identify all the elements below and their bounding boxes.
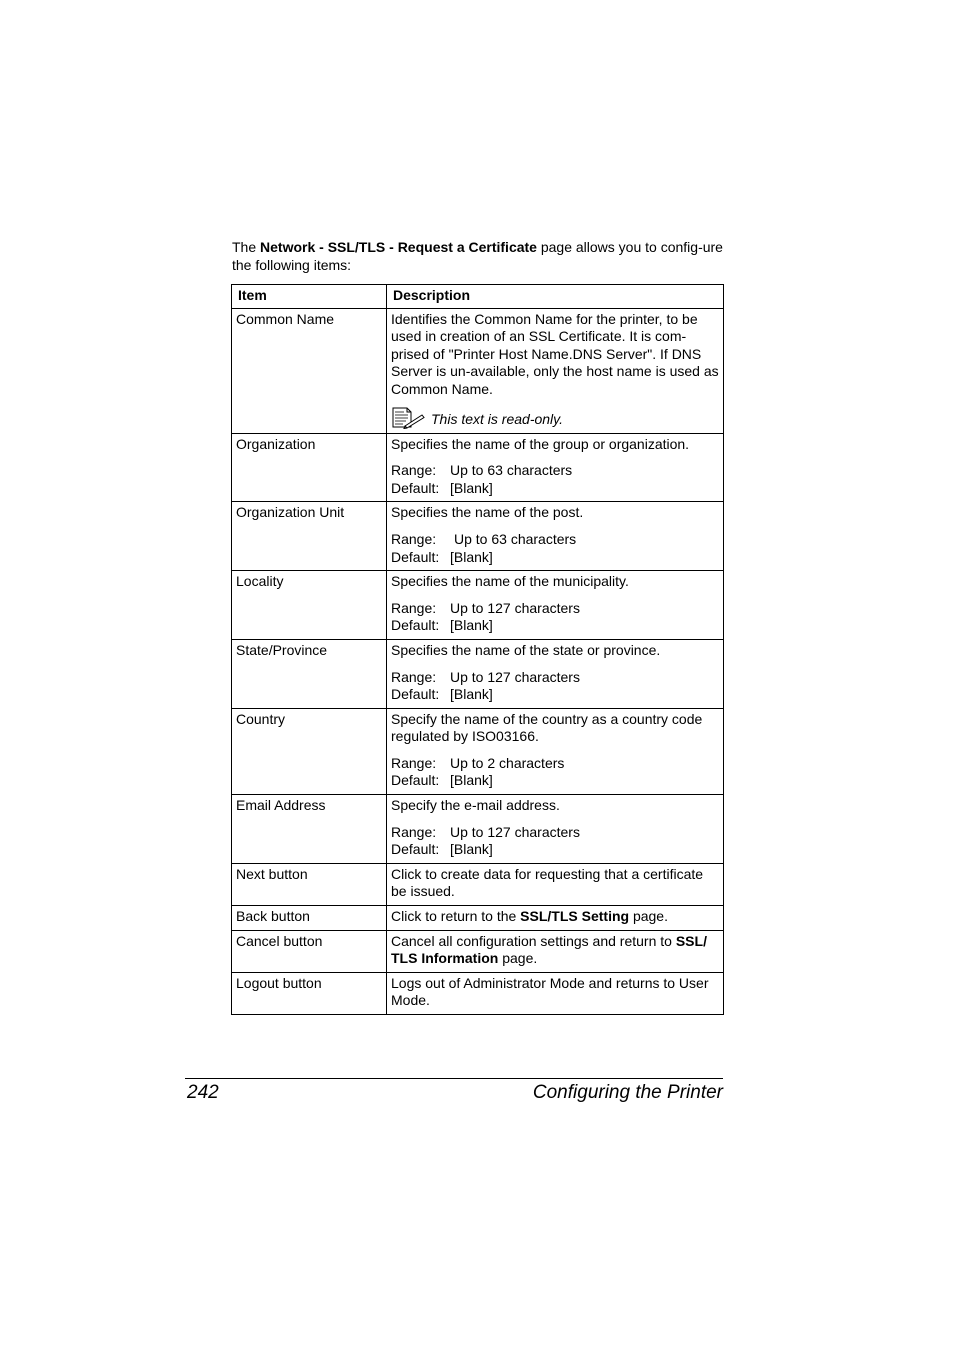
description-text: Specifies the name of the state or province. — [391, 641, 661, 658]
description-text: Specifies the name of the municipality. — [391, 573, 629, 590]
description-text: Specifies the name of the post. — [391, 504, 584, 521]
range-value: Up to 127 characters — [450, 668, 580, 685]
page-number: 242 — [187, 1082, 219, 1103]
default-label: Default: — [391, 841, 440, 858]
note — [391, 407, 719, 429]
description-bold: SSL/TLS Setting — [520, 908, 630, 925]
description-cell — [387, 502, 724, 571]
description-text: Click to return to the — [391, 908, 521, 925]
description-cell — [387, 795, 724, 864]
default-value: [Blank] — [450, 841, 493, 858]
description-text: Specifies the name of the group or organization. — [391, 435, 690, 452]
intro-page-name: Network - SSL/TLS - Request a Certificate — [260, 239, 537, 255]
note-text: This text is read-only. — [431, 410, 564, 427]
intro-paragraph — [232, 238, 724, 274]
default-value: [Blank] — [450, 479, 493, 496]
item-cell: Country — [232, 708, 387, 794]
item-cell: Cancel button — [232, 930, 387, 972]
description-cell — [387, 930, 724, 972]
description-text: page. — [629, 908, 668, 925]
item-cell: State/Province — [232, 639, 387, 708]
item-cell: Organization — [232, 433, 387, 502]
range-label: Range: — [391, 823, 437, 840]
description-text: page. — [498, 950, 538, 967]
description-text: Specify the name of the country as a country code regulated by ISO03166. — [391, 710, 703, 745]
footer-divider — [185, 1078, 723, 1079]
range-default — [391, 531, 719, 566]
item-cell: Back button — [232, 906, 387, 931]
range-value: Up to 127 characters — [450, 823, 580, 840]
description-cell — [387, 708, 724, 794]
table-row — [232, 863, 724, 905]
default-value: [Blank] — [450, 617, 493, 634]
description-cell — [387, 433, 724, 502]
item-cell: Common Name — [232, 308, 387, 433]
table-row — [232, 906, 724, 931]
intro-prefix: The — [232, 239, 261, 255]
table-header-row — [232, 285, 724, 309]
table-row — [232, 708, 724, 794]
range-label: Range: — [391, 599, 437, 616]
header-description: Description — [387, 285, 724, 309]
item-cell: Email Address — [232, 795, 387, 864]
table-row — [232, 930, 724, 972]
table-row — [232, 502, 724, 571]
table-row — [232, 433, 724, 502]
description-text: Cancel all configuration settings and return to — [391, 932, 676, 949]
range-default — [391, 600, 719, 635]
default-value: [Blank] — [450, 686, 493, 703]
range-label: Range: — [391, 530, 437, 547]
range-label: Range: — [391, 462, 437, 479]
header-item: Item — [232, 285, 387, 309]
range-label: Range: — [391, 668, 437, 685]
default-label: Default: — [391, 548, 440, 565]
description-cell — [387, 906, 724, 931]
default-label: Default: — [391, 772, 440, 789]
description-bold: SSL/ TLS Information — [391, 932, 707, 967]
default-label: Default: — [391, 617, 440, 634]
range-value: Up to 2 characters — [450, 754, 565, 771]
item-cell: Next button — [232, 863, 387, 905]
table-row — [232, 972, 724, 1014]
range-value: Up to 127 characters — [450, 599, 580, 616]
default-label: Default: — [391, 479, 440, 496]
settings-table — [231, 284, 724, 1015]
range-label: Range: — [391, 754, 437, 771]
description-cell — [387, 571, 724, 640]
default-value: [Blank] — [450, 548, 493, 565]
range-value: Up to 63 characters — [454, 530, 577, 547]
range-default — [391, 669, 719, 704]
table-row — [232, 571, 724, 640]
default-label: Default: — [391, 686, 440, 703]
table-row — [232, 308, 724, 433]
intro-suffix: page allows you to config-ure the following items: — [232, 239, 723, 273]
table-row — [232, 795, 724, 864]
description-text: Specify the e-mail address. — [391, 797, 560, 814]
item-cell: Logout button — [232, 972, 387, 1014]
description-text: Identifies the Common Name for the printer, to be used in creation of an SSL Certificate. It is com-prised of "Printer Host Name.DNS Server". If DNS Server is un-available, only the host name is used as Common Name. — [391, 310, 719, 397]
table-row — [232, 639, 724, 708]
item-cell: Locality — [232, 571, 387, 640]
range-default — [391, 824, 719, 859]
default-value: [Blank] — [450, 772, 493, 789]
range-default — [391, 462, 719, 497]
description-cell: Logs out of Administrator Mode and returns to User Mode. — [387, 972, 724, 1014]
section-title: Configuring the Printer — [532, 1082, 723, 1103]
note-icon — [391, 407, 425, 429]
description-cell: Click to create data for requesting that a certificate be issued. — [387, 863, 724, 905]
range-default — [391, 755, 719, 790]
item-cell: Organization Unit — [232, 502, 387, 571]
description-cell — [387, 308, 724, 433]
range-value: Up to 63 characters — [450, 462, 573, 479]
description-cell — [387, 639, 724, 708]
